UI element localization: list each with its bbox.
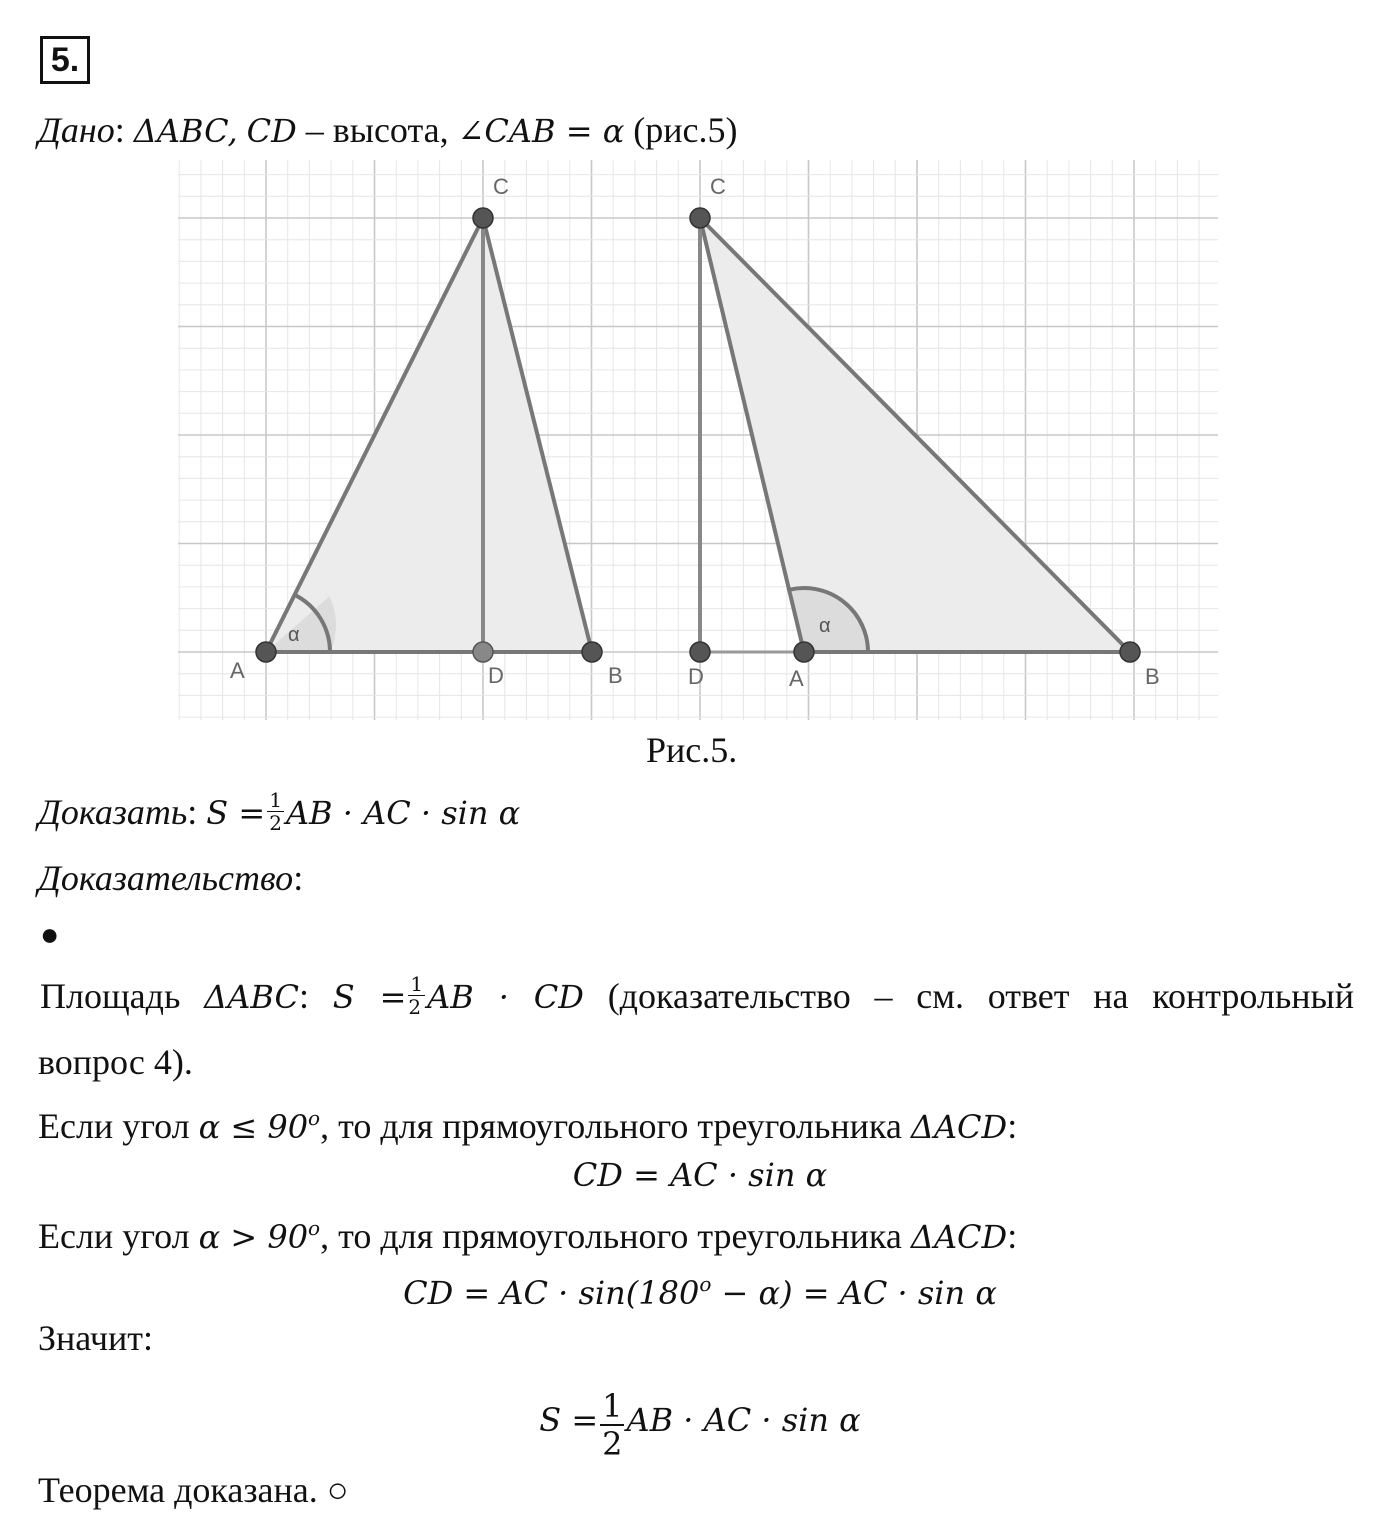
conclusion: Теорема доказана. ○	[38, 1470, 349, 1510]
case1-rest: , то для прямоугольного треугольника	[320, 1106, 911, 1146]
case2-line	[38, 1206, 1017, 1259]
right-point-d	[690, 642, 710, 662]
case2-formula-degree: o	[699, 1272, 712, 1296]
right-label-c: C	[710, 174, 726, 199]
case1-triangle: ΔACD	[910, 1108, 1008, 1146]
proof-heading	[38, 856, 303, 900]
case2-rest: , то для прямоугольного треугольника	[320, 1216, 911, 1256]
left-point-b	[582, 642, 602, 662]
right-label-b: B	[1145, 664, 1160, 689]
given-ref: (рис.5)	[624, 110, 738, 150]
prove-rhs: AB · AC · sin α	[285, 794, 521, 832]
case2-formula-a: CD = AC · sin(180	[403, 1274, 700, 1312]
final-frac-num: 1	[602, 1387, 623, 1426]
final-lhs: S =	[539, 1401, 599, 1439]
area-fraction	[408, 973, 425, 1018]
right-point-b	[1120, 642, 1140, 662]
area-frac-den: 2	[408, 995, 422, 1020]
figure-caption: Рис.5.	[646, 730, 738, 770]
prove-frac-num: 1	[269, 788, 282, 813]
right-point-c	[690, 208, 710, 228]
area-colon: :	[298, 976, 333, 1016]
right-label-a: A	[789, 666, 804, 691]
case1-condition: α ≤ 90	[198, 1108, 309, 1146]
right-label-d: D	[688, 664, 704, 689]
left-point-c	[473, 208, 493, 228]
case1-text: Если угол	[38, 1106, 199, 1146]
case1-end: :	[1007, 1106, 1018, 1146]
case1-formula-text: CD = AC · sin α	[572, 1156, 828, 1194]
area-line	[40, 974, 1354, 1022]
left-label-d: D	[488, 663, 504, 688]
area-note-continuation: вопрос 4).	[38, 1042, 193, 1082]
left-label-b: B	[608, 663, 623, 688]
left-point-a	[256, 642, 276, 662]
area-rhs: AB · CD	[427, 978, 584, 1016]
case2-degree: o	[308, 1216, 321, 1240]
area-triangle: ΔABC	[204, 978, 299, 1016]
case1-line	[38, 1096, 1017, 1149]
therefore: Значит:	[38, 1318, 153, 1358]
right-label-alpha: α	[819, 615, 831, 637]
area-frac-num: 1	[410, 972, 424, 997]
final-rhs: AB · AC · sin α	[626, 1401, 861, 1439]
area-lhs: S =	[332, 978, 407, 1016]
figure-5	[178, 160, 1218, 720]
case2-triangle: ΔACD	[910, 1218, 1008, 1256]
left-label-alpha: α	[288, 624, 300, 646]
given-angle: ∠CAB = α	[457, 112, 625, 150]
final-fraction	[600, 1388, 624, 1462]
right-point-a	[794, 642, 814, 662]
area-intro: Площадь	[40, 976, 205, 1016]
problem-number: 5.	[40, 36, 90, 84]
proof-colon: :	[293, 858, 304, 898]
proof-label: Доказательство	[38, 858, 294, 898]
left-label-c: C	[493, 174, 509, 199]
final-frac-den: 2	[602, 1425, 623, 1464]
prove-colon: :	[187, 792, 198, 832]
prove-lhs: S =	[206, 794, 266, 832]
given-altitude: CD	[246, 112, 297, 150]
given-colon: :	[114, 110, 125, 150]
case2-formula-b: − α) = AC · sin α	[711, 1274, 997, 1312]
left-figure	[230, 174, 623, 688]
left-label-a: A	[230, 658, 245, 683]
given-dash-text: – высота,	[296, 110, 458, 150]
left-point-d	[473, 642, 493, 662]
case2-end: :	[1007, 1216, 1018, 1256]
prove-label: Доказать	[38, 792, 188, 832]
prove-fraction	[267, 789, 284, 834]
case1-formula	[0, 1152, 1400, 1197]
case1-degree: o	[308, 1106, 321, 1130]
case2-text: Если угол	[38, 1216, 199, 1256]
case2-condition: α > 90	[198, 1218, 309, 1256]
area-note: (доказательство – см. ответ на контрольный	[583, 976, 1355, 1016]
prove-line	[38, 790, 520, 838]
final-formula	[0, 1372, 1400, 1468]
case2-formula	[0, 1262, 1400, 1315]
right-figure	[688, 174, 1160, 691]
given-triangle: ΔABC	[133, 112, 228, 150]
given-line	[38, 108, 738, 153]
given-comma: ,	[227, 112, 238, 150]
given-label: Дано	[38, 110, 115, 150]
proof-bullet: ●	[40, 916, 60, 952]
prove-frac-den: 2	[269, 811, 282, 836]
